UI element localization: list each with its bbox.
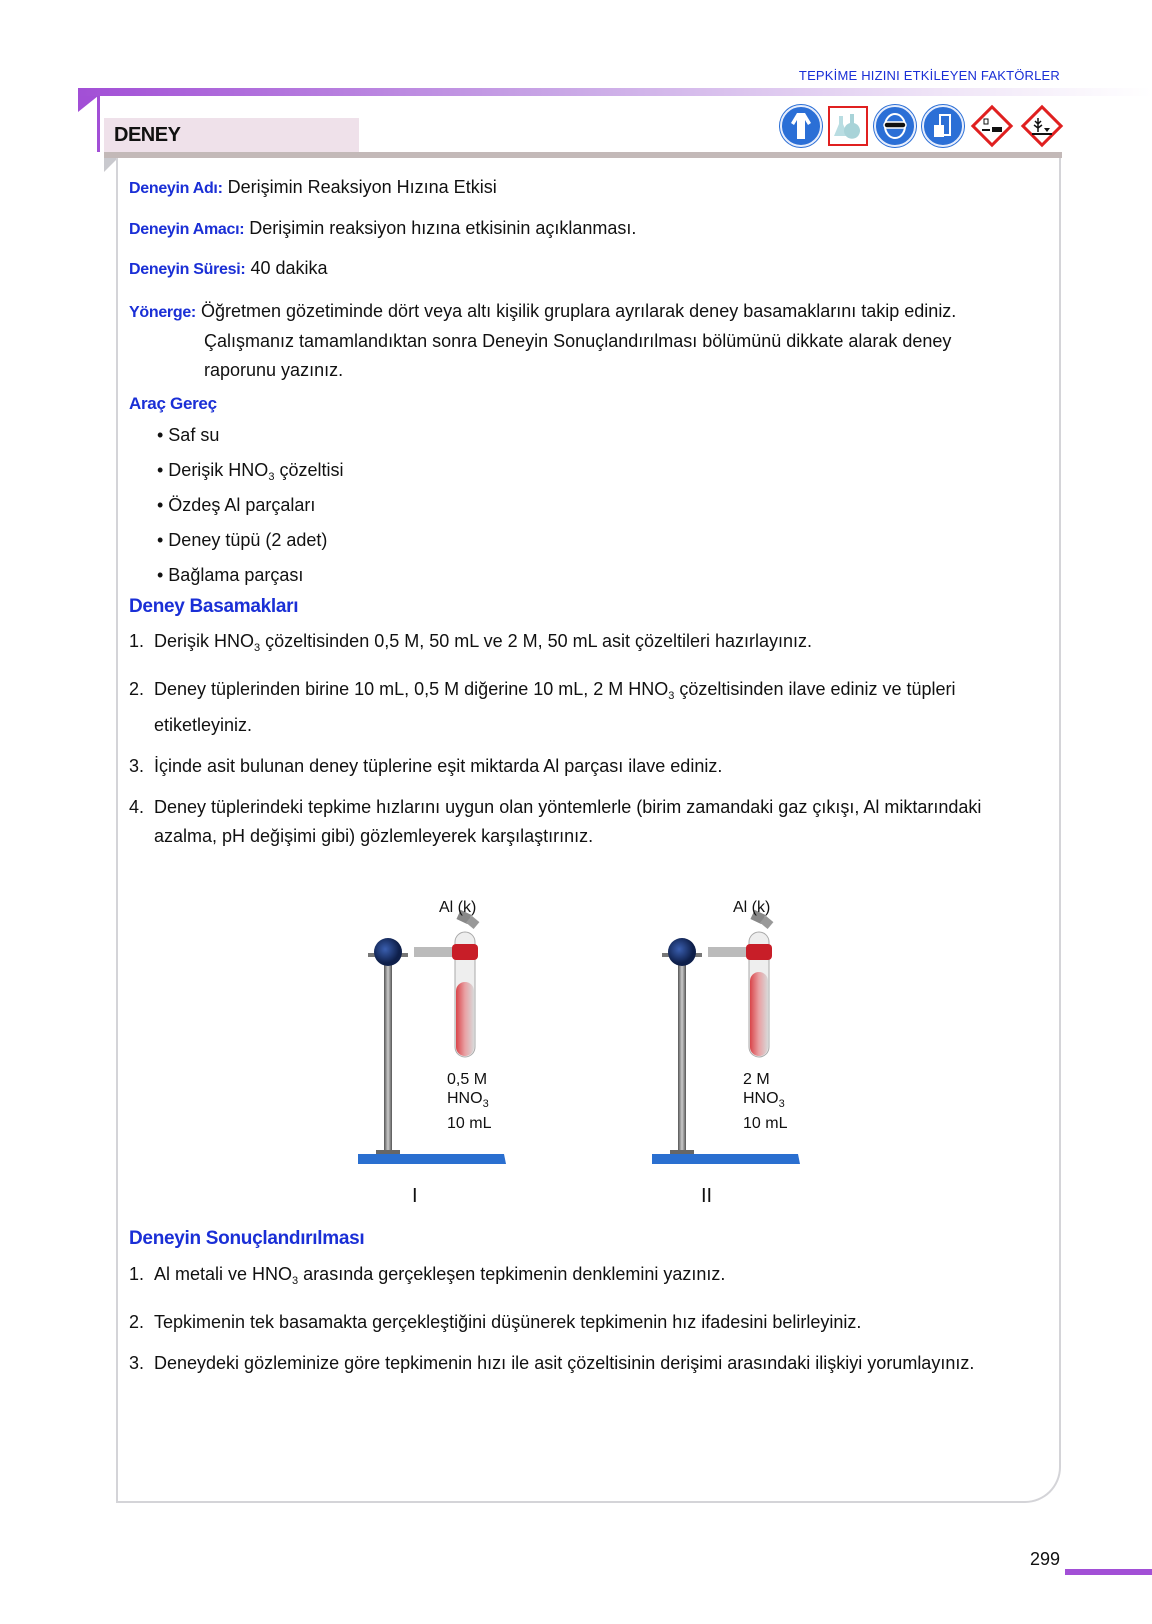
experiment-aim-label: Deneyin Amacı: <box>129 221 245 238</box>
setup-roman-1: I <box>412 1185 418 1207</box>
corrosive-hazard-icon <box>970 104 1014 148</box>
step-item: 4. Deney tüplerindeki tepkime hızlarını uygun olan yöntemlerle (birim zamandaki gaz çıkışı, Al miktarındaki azalma, pH değişimi gibi) gözlemleyerek karşılaştırınız. <box>129 797 982 846</box>
instructions-line-1: Öğretmen gözetiminde dört veya altı kişilik gruplara ayrılarak deney basamaklarını takip ediniz. <box>195 301 957 321</box>
experiment-duration <box>129 258 328 279</box>
conclusion-title: Deneyin Sonuçlandırılması <box>129 1228 365 1249</box>
section-label: DENEY <box>114 124 181 146</box>
experiment-name <box>129 177 497 198</box>
setup-roman-2: II <box>701 1185 713 1207</box>
equipment-item: • Deney tüpü (2 adet) <box>157 530 328 550</box>
experiment-name-value: Derişimin Reaksiyon Hızına Etkisi <box>222 177 497 197</box>
header-gradient-bar <box>78 88 1152 96</box>
instructions-line-2: Çalışmanız tamamlandıktan sonra Deneyin Sonuçlandırılması bölümünü dikkate alarak deney <box>204 331 952 351</box>
equipment-item: • Özdeş Al parçaları <box>157 495 316 515</box>
step-item: 3. İçinde asit bulunan deney tüplerine eşit miktarda Al parçası ilave ediniz. <box>129 756 723 776</box>
conclusion-item: 1. Al metali ve $HNO_3$ arasında gerçekleşen tepkimenin denklemini yazınız. <box>129 1264 726 1287</box>
experiment-figure <box>0 890 1152 1220</box>
instructions-line-3: raporunu yazınız. <box>204 360 344 380</box>
conclusion-list <box>129 1260 1041 1390</box>
safety-icons <box>780 104 1064 148</box>
glassware-icon <box>828 106 868 146</box>
page-number-bar <box>1065 1569 1152 1575</box>
solid-label-1: Al (k) <box>439 899 477 916</box>
steps-list <box>129 627 1041 863</box>
page-number: 299 <box>1030 1549 1061 1569</box>
environment-hazard-icon <box>1020 104 1064 148</box>
solid-label-2: Al (k) <box>733 899 771 916</box>
safety-goggles-icon <box>874 105 916 147</box>
instructions-label: Yönerge: <box>129 304 196 321</box>
steps-title: Deney Basamakları <box>129 596 299 617</box>
conclusion-item: 2. Tepkimenin tek basamakta gerçekleştiğini düşünerek tepkimenin hız ifadesini belirleyiniz. <box>129 1312 862 1332</box>
step-item: 1. Derişik $HNO_3$ çözeltisinden 0,5 M, 50 mL ve 2 M, 50 mL asit çözeltileri hazırlayınız. <box>129 631 813 654</box>
concentration-label-1: 0,5 M $HNO_3$ 10 mL <box>447 1071 492 1132</box>
experiment-duration-value: 40 dakika <box>245 258 328 278</box>
experiment-aim <box>129 218 636 239</box>
lab-coat-icon <box>780 105 822 147</box>
running-title: TEPKİME HIZINI ETKİLEYEN FAKTÖRLER <box>798 68 1060 83</box>
conclusion-item: 3. Deneydeki gözleminize göre tepkimenin hızı ile asit çözeltisinin derişimi arasındaki ilişkiyi yorumlayınız. <box>129 1353 975 1373</box>
equipment-item: • Saf su <box>157 425 220 445</box>
gloves-icon <box>922 105 964 147</box>
step-item: 2. Deney tüplerinden birine 10 mL, 0,5 M diğerine 10 mL, 2 M $HNO_3$ çözeltisinden ilave ediniz ve tüpleri etiketleyiniz. <box>129 679 956 735</box>
left-accent-bar <box>97 96 100 152</box>
instructions <box>129 297 1039 385</box>
experiment-duration-label: Deneyin Süresi: <box>129 261 246 278</box>
corner-triangle <box>78 96 98 112</box>
concentration-label-2: 2 M $HNO_3$ 10 mL <box>743 1071 788 1132</box>
equipment-list <box>157 425 343 600</box>
experiment-name-label: Deneyin Adı: <box>129 180 223 197</box>
equipment-item: • Derişik $HNO_3$ çözeltisi <box>157 460 344 483</box>
equipment-item: • Bağlama parçası <box>157 565 304 585</box>
experiment-aim-value: Derişimin reaksiyon hızına etkisinin açıklanması. <box>244 218 637 238</box>
equipment-title: Araç Gereç <box>129 394 217 413</box>
